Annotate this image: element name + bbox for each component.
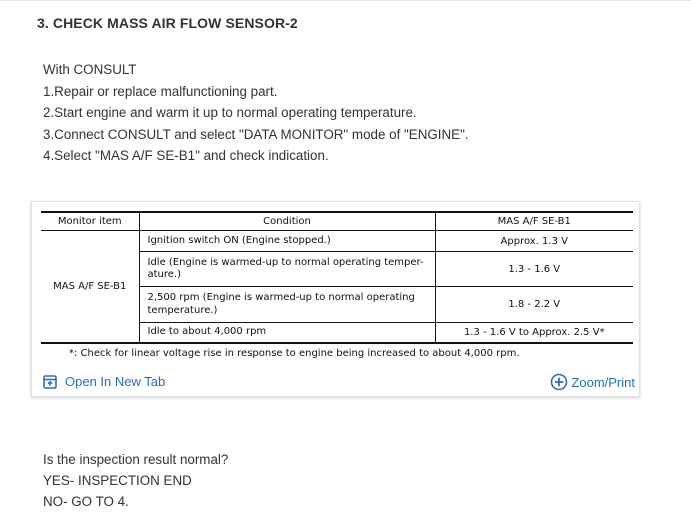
table-row [41, 231, 633, 252]
header-value: MAS A/F SE-B1 [435, 212, 633, 231]
monitor-item-cell: MAS A/F SE-B1 [41, 231, 139, 343]
spec-table-container [41, 211, 634, 359]
open-in-new-tab-link[interactable] [43, 374, 165, 389]
instruction-line: 1.Repair or replace malfunctioning part. [43, 83, 278, 99]
table-header-row [41, 212, 633, 231]
step-title: 3. CHECK MASS AIR FLOW SENSOR-2 [37, 15, 298, 31]
instruction-line: 4.Select "MAS A/F SE-B1" and check indication. [43, 148, 329, 163]
condition-line: Idle (Engine is warmed-up to normal operating temper- [147, 256, 424, 268]
open-new-tab-icon [43, 375, 57, 389]
result-question: Is the inspection result normal? [43, 452, 229, 467]
instruction-line: With CONSULT [43, 62, 137, 77]
result-no: NO- GO TO 4. [43, 494, 129, 509]
top-divider [0, 0, 691, 1]
header-condition: Condition [139, 212, 435, 231]
condition-cell: Idle to about 4,000 rpm [139, 323, 435, 343]
spec-table [41, 211, 633, 344]
condition-cell [139, 287, 435, 323]
condition-cell: Ignition switch ON (Engine stopped.) [139, 231, 435, 252]
instructions [43, 59, 469, 167]
inspection-result [43, 449, 228, 512]
zoom-print-label: Zoom/Print [571, 374, 635, 390]
value-cell: 1.3 - 1.6 V to Approx. 2.5 V* [435, 323, 633, 343]
condition-line: ature.) [147, 269, 182, 280]
zoom-plus-icon [550, 373, 568, 391]
value-cell: 1.8 - 2.2 V [435, 287, 633, 323]
instruction-line: 2.Start engine and warm it up to normal operating temperature. [43, 105, 417, 120]
condition-cell [139, 252, 435, 287]
instruction-line: 3.Connect CONSULT and select "DATA MONITOR" mode of "ENGINE". [43, 126, 469, 142]
open-in-new-tab-label: Open In New Tab [65, 374, 166, 389]
result-yes: YES- INSPECTION END [43, 473, 192, 488]
condition-line: temperature.) [147, 304, 218, 316]
spec-figure [31, 201, 640, 397]
zoom-print-button[interactable] [550, 373, 635, 391]
value-cell: Approx. 1.3 V [435, 231, 633, 252]
table-footnote: *: Check for linear voltage rise in response to engine being increased to about 4,000 rpm. [69, 347, 520, 359]
header-monitor-item: Monitor item [41, 212, 139, 231]
condition-line: 2,500 rpm (Engine is warmed-up to normal operating [147, 292, 415, 303]
value-cell: 1.3 - 1.6 V [435, 252, 633, 287]
